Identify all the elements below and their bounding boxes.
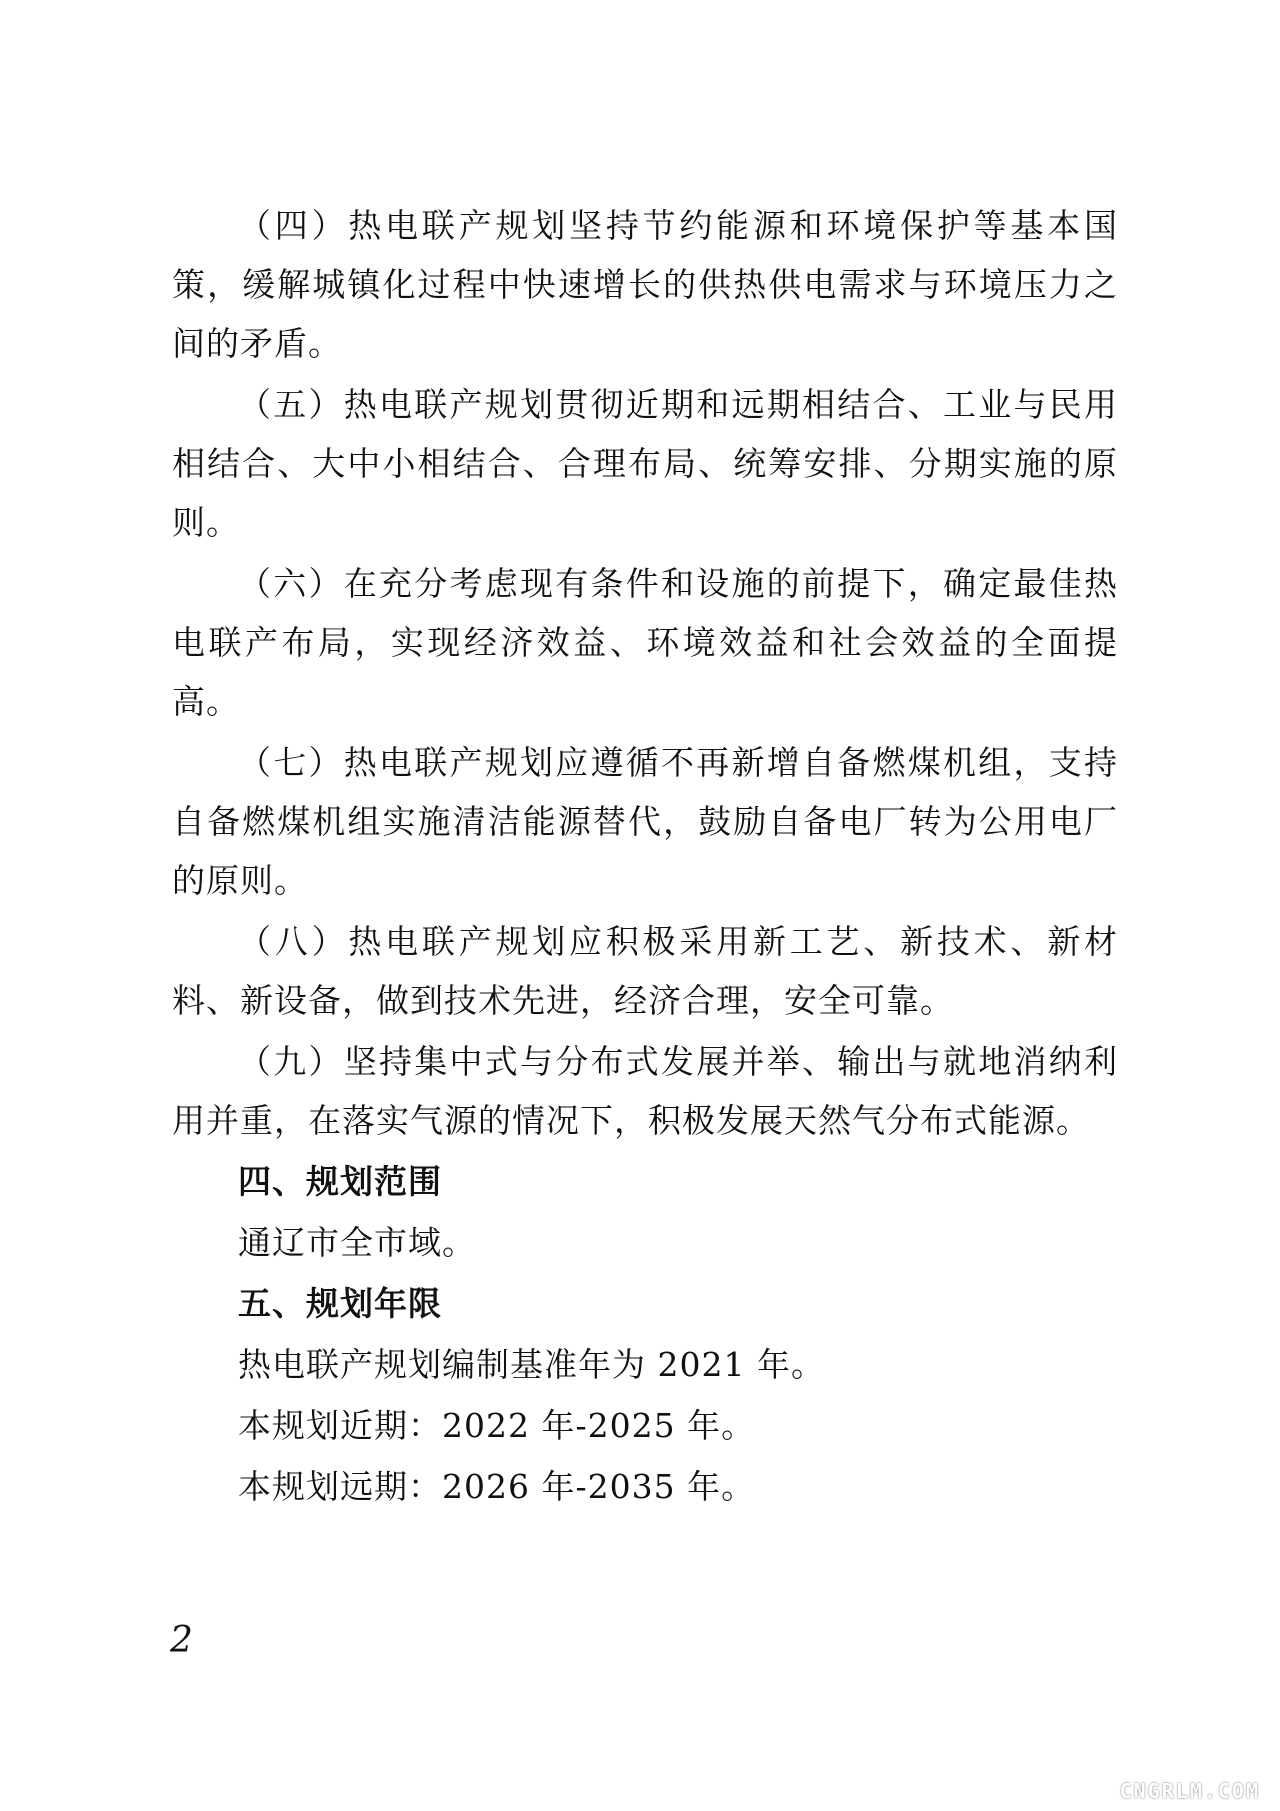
paragraph-principle-6: （六）在充分考虑现有条件和设施的前提下，确定最佳热电联产布局，实现经济效益、环境效益和社会效益的全面提高。 [172,564,1118,721]
page-content [172,196,1118,1518]
period-long-term: 本规划远期：2026 年-2035 年。 [238,1467,756,1506]
watermark-logo: CNGRLM.COM [1119,1779,1260,1803]
paragraph-principle-5: （五）热电联产规划贯彻近期和远期相结合、工业与民用相结合、大中小相结合、合理布局、统筹安排、分期实施的原则。 [172,385,1118,542]
period-near-term: 本规划近期：2022 年-2025 年。 [238,1406,756,1445]
section-heading-scope: 四、规划范围 [238,1162,442,1201]
paragraph-principle-8: （八）热电联产规划应积极采用新工艺、新技术、新材料、新设备，做到技术先进，经济合理，安全可靠。 [172,922,1118,1020]
paragraph-principle-9: （九）坚持集中式与分布式发展并举、输出与就地消纳利用并重，在落实气源的情况下，积极发展天然气分布式能源。 [172,1042,1118,1140]
paragraph-principle-7: （七）热电联产规划应遵循不再新增自备燃煤机组，支持自备燃煤机组实施清洁能源替代，鼓励自备电厂转为公用电厂的原则。 [172,743,1118,900]
paragraph-principle-4: （四）热电联产规划坚持节约能源和环境保护等基本国策，缓解城镇化过程中快速增长的供热供电需求与环境压力之间的矛盾。 [172,206,1118,363]
section-heading-period: 五、规划年限 [238,1284,442,1323]
page-number: 2 [170,1620,193,1661]
period-base-year: 热电联产规划编制基准年为 2021 年。 [238,1345,825,1384]
section-body-scope: 通辽市全市域。 [238,1223,476,1262]
